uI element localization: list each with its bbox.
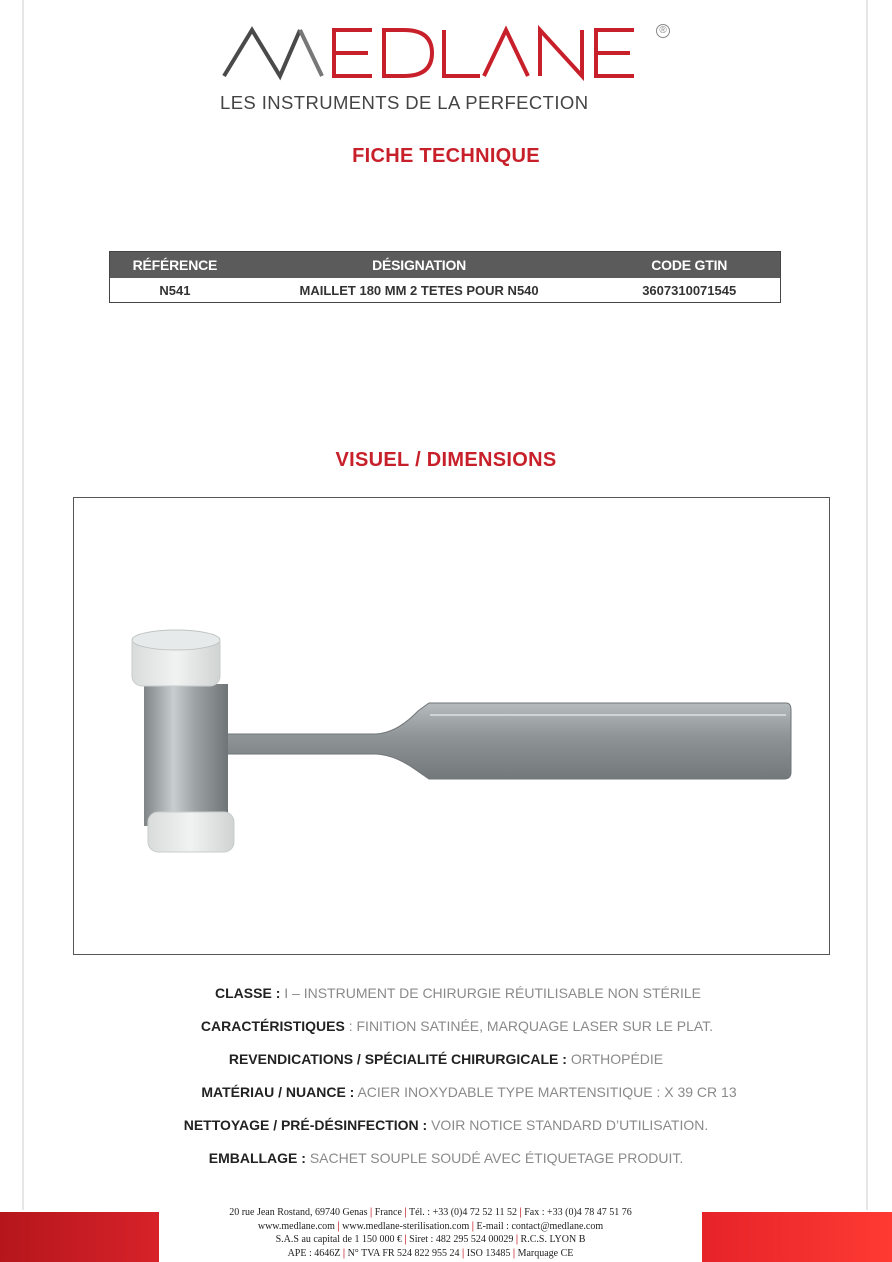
registered-mark: ®	[656, 24, 670, 38]
footer-line-company: S.A.S au capital de 1 150 000 € | Siret : 482 295 524 00029 | R.C.S. LYON B	[275, 1234, 586, 1245]
footer-line-address: 20 rue Jean Rostand, 69740 Genas | France | Tél. : +33 (0)4 72 52 11 52 | Fax : +33 (0)4 78 47 51 76	[229, 1207, 632, 1218]
footer-line-legal: APE : 4646Z | N° TVA FR 524 822 955 24 | ISO 13485 | Marquage CE	[287, 1247, 574, 1259]
product-visual-box	[73, 497, 830, 955]
header-designation: DÉSIGNATION	[240, 252, 599, 279]
mallet-illustration	[74, 498, 831, 956]
spec-value: : FINITION SATINÉE, MARQUAGE LASER SUR LE PLAT.	[344, 1018, 714, 1034]
spec-value: SACHET SOUPLE SOUDÉ AVEC ÉTIQUETAGE PRODUIT.	[305, 1150, 684, 1166]
footer-bar-right	[702, 1212, 892, 1262]
spec-revendications	[0, 1051, 892, 1067]
reference-table	[109, 251, 781, 303]
spec-classe	[0, 985, 892, 1001]
cell-reference: N541	[159, 282, 191, 298]
cell-designation: MAILLET 180 MM 2 TETES POUR N540	[299, 282, 539, 298]
email-link[interactable]: E-mail : contact@medlane.com	[476, 1220, 604, 1232]
fiche-technique-title: FICHE TECHNIQUE	[352, 145, 540, 167]
spec-value: I – INSTRUMENT DE CHIRURGIE RÉUTILISABLE NON STÉRILE	[280, 985, 701, 1001]
footer-line-web: www.medlane.com | www.medlane-sterilisation.com | E-mail : contact@medlane.com	[257, 1220, 604, 1232]
header-reference: RÉFÉRENCE	[110, 252, 240, 279]
spec-label: CLASSE :	[215, 985, 281, 1001]
spec-value: ORTHOPÉDIE	[566, 1051, 664, 1067]
spec-caracteristiques	[0, 1018, 892, 1034]
table-row	[110, 278, 781, 303]
spec-value: ACIER INOXYDABLE TYPE MARTENSITIQUE : X 39 CR 13	[354, 1084, 737, 1100]
spec-value: VOIR NOTICE STANDARD D’UTILISATION.	[427, 1117, 709, 1133]
cell-gtin: 3607310071545	[642, 282, 737, 298]
visuel-dimensions-title: VISUEL / DIMENSIONS	[335, 449, 557, 471]
brand-tagline: LES INSTRUMENTS DE LA PERFECTION	[220, 92, 589, 113]
footer-bar-left	[0, 1212, 159, 1262]
spec-materiau	[0, 1084, 892, 1100]
spec-label: REVENDICATIONS / SPÉCIALITÉ CHIRURGICALE :	[228, 1051, 567, 1067]
website-link[interactable]: www.medlane.com	[257, 1220, 335, 1232]
spec-label: CARACTÉRISTIQUES	[200, 1018, 345, 1034]
spec-label: EMBALLAGE :	[208, 1150, 306, 1166]
sterilisation-website-link[interactable]: www.medlane-sterilisation.com	[342, 1220, 470, 1232]
footer-contact	[159, 1206, 702, 1260]
spec-emballage	[0, 1150, 892, 1166]
header-gtin: CODE GTIN	[598, 252, 780, 279]
spec-nettoyage	[0, 1117, 892, 1133]
spec-label: MATÉRIAU / NUANCE :	[201, 1084, 355, 1100]
spec-label: NETTOYAGE / PRÉ-DÉSINFECTION :	[183, 1117, 428, 1133]
